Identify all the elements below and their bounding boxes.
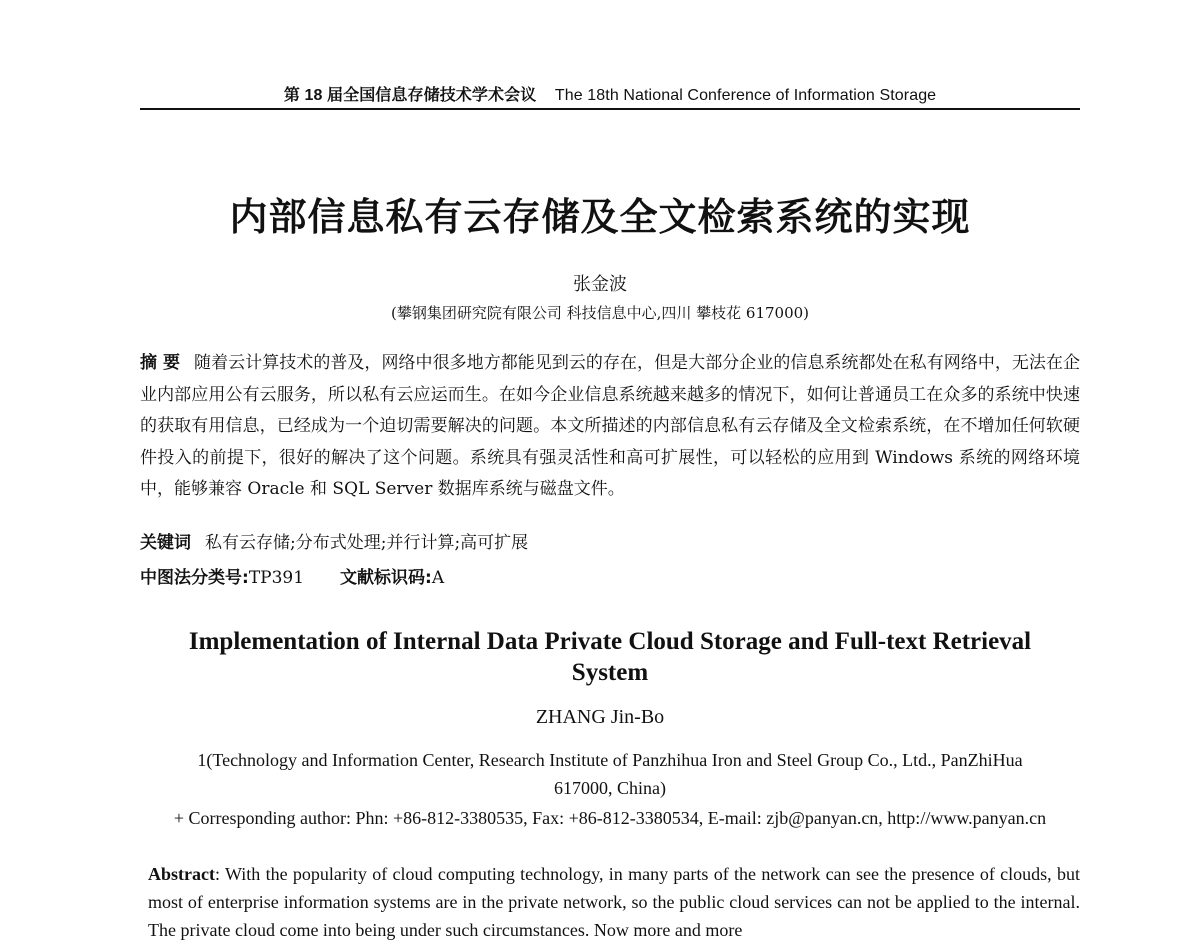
clc-value: TP391 [248,568,305,588]
affiliation-cn: (攀钢集团研究院有限公司 科技信息中心,四川 攀枝花 617000) [390,304,810,322]
conference-name-en: The 18th National Conference of Information Storage [554,87,937,104]
abstract-label-en: Abstract [148,864,215,884]
abstract-text-en: With the popularity of cloud computing technology, in many parts of the network can see the presence of clouds, but most of enterprise information systems are in the private network, so the public cloud services can not be applied to the internal. The private cloud come into being under such circumstances. Now more and more [148,864,1080,940]
clc-label: 中图法分类号: [140,568,249,588]
paper-title-en: Implementation of Internal Data Private Cloud Storage and Full-text Retrieval System [188,628,1032,686]
abstract-en: Abstract: With the popularity of cloud computing technology, in many parts of the network can see the presence of clouds, but most of enterprise information systems are in the private network, so the public cloud services can not be applied to the internal. The private cloud come into being under such circumstances. Now more and more [148,864,1080,940]
affiliation-en: 1(Technology and Information Center, Research Institute of Panzhihua Iron and Steel Group Co., Ltd., PanZhiHua 617000, China) [197,750,1023,798]
abstract-label-cn: 摘 要 [140,353,181,373]
header-rule [140,108,1080,110]
doc-code-value: A [431,568,445,588]
keywords-cn [140,528,1080,553]
keywords-label-cn: 关键词 [140,533,191,553]
running-header [140,82,1080,105]
classification-line [140,563,1080,588]
doc-code-label: 文献标识码: [340,568,432,588]
conference-name-cn: 第 18 届全国信息存储技术学术会议 [283,87,537,104]
keywords-text-cn: 私有云存储;分布式处理;并行计算;高可扩展 [205,533,529,553]
author-en: ZHANG Jin-Bo [535,706,665,728]
paper-title-cn: 内部信息私有云存储及全文检索系统的实现 [229,195,971,239]
abstract-cn [140,348,1080,506]
author-cn: 张金波 [573,274,627,295]
abstract-text-cn: 随着云计算技术的普及，网络中很多地方都能见到云的存在，但是大部分企业的信息系统都处在私有网络中，无法在企业内部应用公有云服务，所以私有云应运而生。在如今企业信息系统越来越多的情况下，如何让普通员工在众多的系统中快速的获取有用信息，已经成为一个迫切需要解决的问题。本文所描述的内部信息私有云存储及全文检索系统，在不增加任何软硬件投入的前提下，很好的解决了这个问题。系统具有强灵活性和高可扩展性，可以轻松的应用到 Windows 系统的网络环境中，能够兼容 Oracle 和 SQL Server 数据库系统与磁盘文件。 [140,353,1081,499]
corresponding-author: + Corresponding author: Phn: +86-812-3380535, Fax: +86-812-3380534, E-mail: zjb@panyan.cn, http://www.panyan.cn [173,808,1047,828]
